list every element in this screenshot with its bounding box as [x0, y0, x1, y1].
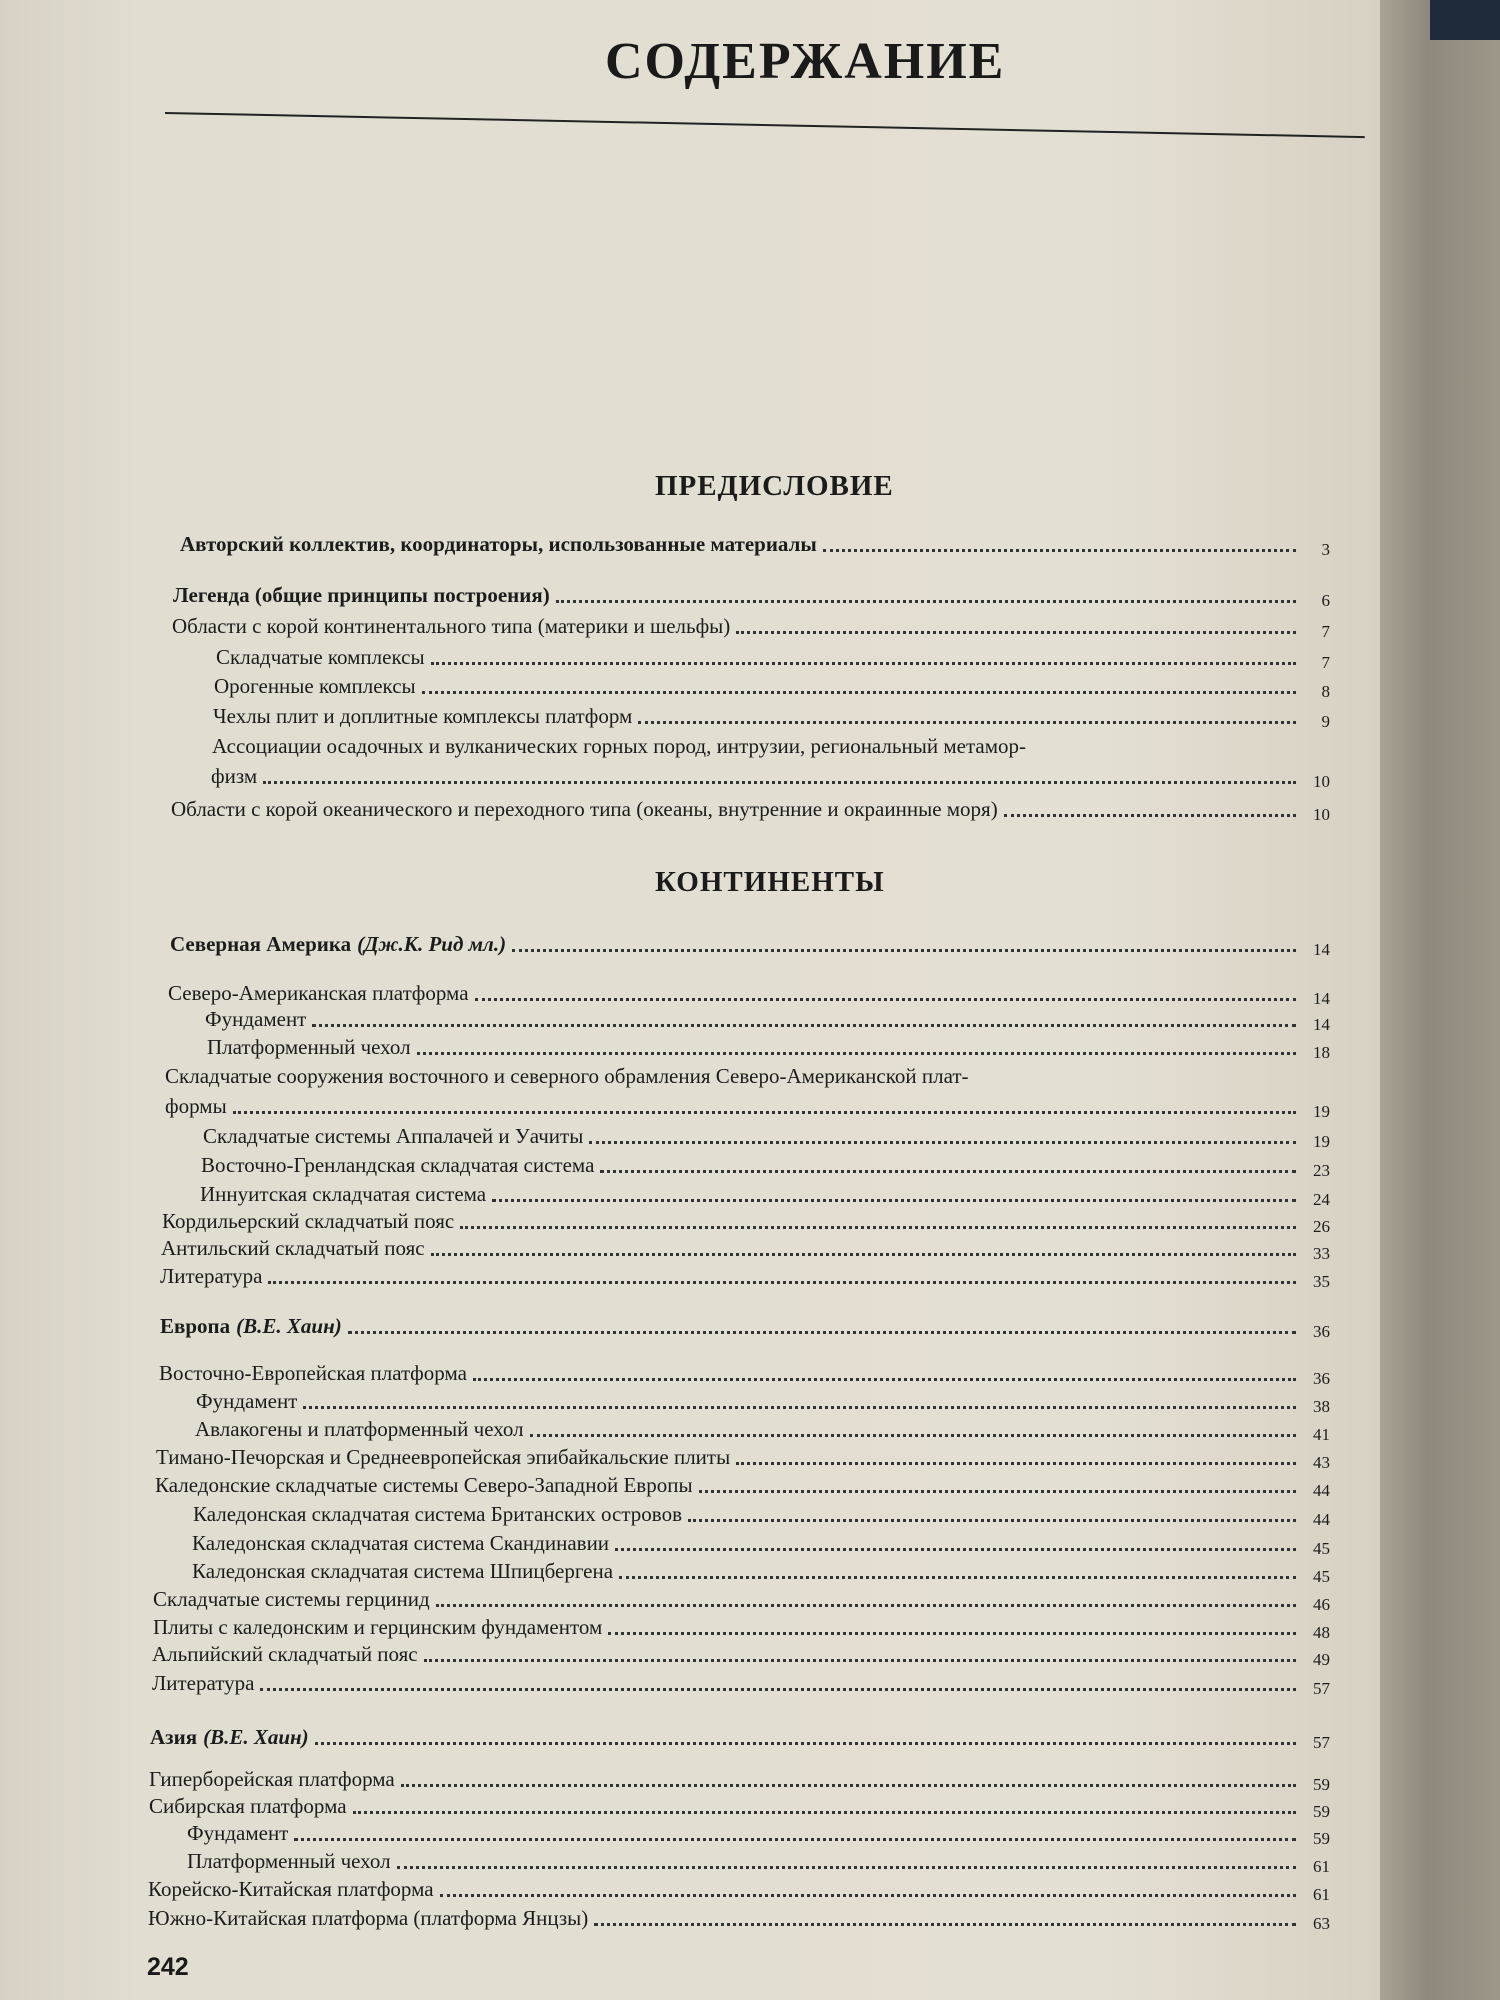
toc-entry-title: Восточно-Гренландская складчатая система: [201, 1153, 595, 1177]
toc-entry: [195, 1416, 1330, 1442]
toc-entry: [211, 763, 1330, 789]
dot-leader: [475, 998, 1296, 1001]
dot-leader: [736, 631, 1296, 634]
toc-entry-title: Фундамент: [205, 1007, 307, 1031]
toc-entry-title: Гиперборейская платформа: [149, 1767, 395, 1791]
toc-entry-title: Ассоциации осадочных и вулканических горных пород, интрузии, региональный метамор-: [212, 734, 1026, 758]
toc-entry: [187, 1848, 1330, 1874]
toc-entry: [149, 1793, 1330, 1819]
dot-leader: [417, 1052, 1296, 1055]
dot-leader: [556, 600, 1296, 603]
toc-entry-page: 43: [1313, 1453, 1330, 1472]
toc-entry: [193, 1501, 1330, 1527]
dot-leader: [424, 1659, 1296, 1662]
toc-entry-page: 19: [1313, 1132, 1330, 1151]
toc-entry-page: 61: [1313, 1885, 1330, 1904]
toc-entry: [173, 582, 1330, 608]
toc-entry: [172, 613, 1330, 639]
dot-leader: [312, 1024, 1296, 1027]
toc-entry-title: Каледонская складчатая система Скандинавии: [192, 1531, 610, 1555]
toc-entry-page: 24: [1313, 1190, 1330, 1209]
toc-entry: [165, 1063, 1330, 1089]
toc-entry-page: 38: [1313, 1397, 1330, 1416]
dot-leader: [530, 1434, 1296, 1437]
dot-leader: [294, 1838, 1296, 1841]
toc-entry: [160, 1313, 1330, 1339]
dot-leader: [473, 1378, 1296, 1381]
section-heading-continents: КОНТИНЕНТЫ: [655, 866, 885, 898]
toc-entry: [148, 1905, 1330, 1931]
toc-entry-page: 14: [1313, 1015, 1330, 1034]
toc-entry-page: 48: [1313, 1623, 1330, 1642]
dot-leader: [315, 1742, 1296, 1745]
toc-entry-page: 9: [1321, 712, 1330, 731]
dot-leader: [268, 1281, 1296, 1284]
toc-entry: [170, 931, 1330, 957]
book-cover-corner: [1430, 0, 1500, 40]
toc-entry: [153, 1586, 1330, 1612]
toc-entry-author: (В.Е. Хаин): [236, 1314, 342, 1338]
page-title: СОДЕРЖАНИЕ: [605, 33, 1006, 90]
toc-entry-title: Складчатые системы герцинид: [153, 1587, 430, 1611]
toc-entry-page: 45: [1313, 1539, 1330, 1558]
toc-entry-title: Области с корой океанического и переходного типа (океаны, внутренние и окраинные моря): [171, 797, 998, 821]
toc-entry-title: Кордильерский складчатый пояс: [162, 1209, 455, 1233]
toc-entry: [152, 1641, 1330, 1667]
toc-entry-page: 26: [1313, 1217, 1330, 1236]
toc-entry-title: Северная Америка: [170, 932, 352, 956]
dot-leader: [436, 1604, 1296, 1607]
dot-leader: [353, 1811, 1296, 1814]
toc-entry-page: 7: [1321, 653, 1330, 672]
toc-entry: [192, 1530, 1330, 1556]
toc-entry-title: Литература: [152, 1671, 255, 1695]
toc-entry-title: Легенда (общие принципы построения): [173, 583, 550, 607]
toc-entry-page: 7: [1321, 622, 1330, 641]
toc-entry-author: (Дж.К. Рид мл.): [357, 932, 507, 956]
toc-entry-title: Восточно-Европейская платформа: [159, 1361, 467, 1385]
dot-leader: [348, 1331, 1296, 1334]
toc-entry: [159, 1360, 1330, 1386]
toc-entry: [156, 1444, 1330, 1470]
facing-page-edge: [1380, 0, 1500, 2000]
toc-entry-title: Каледонская складчатая система Британских островов: [193, 1502, 682, 1526]
toc-entry: [150, 1724, 1330, 1750]
toc-entry-title: Азия: [150, 1725, 198, 1749]
toc-entry: [153, 1614, 1330, 1640]
toc-entry-title: Платформенный чехол: [207, 1035, 411, 1059]
toc-entry: [180, 531, 1330, 557]
toc-entry-author: (В.Е. Хаин): [203, 1725, 309, 1749]
toc-entry-page: 36: [1313, 1322, 1330, 1341]
toc-entry-title: физм: [211, 764, 258, 788]
toc-entry-title: Европа: [160, 1314, 231, 1338]
toc-entry-page: 46: [1313, 1595, 1330, 1614]
toc-entry-page: 59: [1313, 1775, 1330, 1794]
toc-entry-page: 6: [1321, 591, 1330, 610]
toc-entry-page: 10: [1313, 772, 1330, 791]
toc-entry-title: Области с корой континентального типа (материки и шельфы): [172, 614, 731, 638]
toc-entry: [168, 980, 1330, 1006]
toc-entry: [165, 1093, 1330, 1119]
toc-entry: [196, 1388, 1330, 1414]
toc-entry: [207, 1034, 1330, 1060]
toc-entry-page: 36: [1313, 1369, 1330, 1388]
toc-entry-page: 61: [1313, 1857, 1330, 1876]
toc-entry-page: 35: [1313, 1272, 1330, 1291]
dot-leader: [260, 1688, 1296, 1691]
dot-leader: [431, 662, 1296, 665]
toc-entry: [201, 1152, 1330, 1178]
toc-entry-title: Плиты с каледонским и герцинским фундаментом: [153, 1615, 603, 1639]
dot-leader: [431, 1253, 1296, 1256]
toc-entry-title: Авлакогены и платформенный чехол: [195, 1417, 524, 1441]
dot-leader: [736, 1462, 1296, 1465]
dot-leader: [608, 1632, 1296, 1635]
dot-leader: [401, 1784, 1296, 1787]
toc-entry: [160, 1263, 1330, 1289]
dot-leader: [688, 1519, 1296, 1522]
toc-entry: [216, 644, 1330, 670]
toc-entry: [205, 1006, 1330, 1032]
toc-entry-page: 18: [1313, 1043, 1330, 1062]
dot-leader: [512, 949, 1296, 952]
toc-entry-page: 44: [1313, 1481, 1330, 1500]
dot-leader: [615, 1548, 1296, 1551]
dot-leader: [638, 721, 1296, 724]
toc-entry-title: Сибирская платформа: [149, 1794, 347, 1818]
dot-leader: [594, 1923, 1296, 1926]
toc-entry: [200, 1181, 1330, 1207]
toc-entry: [171, 796, 1330, 822]
toc-entry-page: 19: [1313, 1102, 1330, 1121]
toc-entry: [192, 1558, 1330, 1584]
toc-entry-title: Корейско-Китайская платформа: [148, 1877, 434, 1901]
toc-entry-page: 63: [1313, 1914, 1330, 1933]
toc-entry-title: Платформенный чехол: [187, 1849, 391, 1873]
toc-entry-title: Иннуитская складчатая система: [200, 1182, 487, 1206]
toc-entry: [155, 1472, 1330, 1498]
toc-entry-page: 3: [1321, 540, 1330, 559]
toc-entry-page: 59: [1313, 1802, 1330, 1821]
toc-entry: [161, 1235, 1330, 1261]
toc-entry: [187, 1820, 1330, 1846]
toc-entry-title: Северо-Американская платформа: [168, 981, 469, 1005]
toc-entry: [148, 1876, 1330, 1902]
toc-entry-title: Каледонская складчатая система Шпицбергена: [192, 1559, 614, 1583]
toc-entry-title: Тимано-Печорская и Среднеевропейская эпибайкальские плиты: [156, 1445, 731, 1469]
toc-entry: [212, 733, 1330, 759]
toc-entry-page: 57: [1313, 1733, 1330, 1752]
toc-entry-page: 45: [1313, 1567, 1330, 1586]
dot-leader: [589, 1141, 1296, 1144]
toc-entry-page: 41: [1313, 1425, 1330, 1444]
toc-entry-title: Чехлы плит и доплитные комплексы платформ: [213, 704, 633, 728]
toc-entry-page: 10: [1313, 805, 1330, 824]
toc-entry-title: Альпийский складчатый пояс: [152, 1642, 418, 1666]
toc-entry-page: 33: [1313, 1244, 1330, 1263]
toc-entry-title: Фундамент: [196, 1389, 298, 1413]
toc-entry-page: 44: [1313, 1510, 1330, 1529]
toc-entry-title: Южно-Китайская платформа (платформа Янцзы): [148, 1906, 589, 1930]
toc-entry: [152, 1670, 1330, 1696]
toc-entry-title: Складчатые сооружения восточного и северного обрамления Северо-Американской плат-: [165, 1064, 969, 1088]
toc-entry: [214, 673, 1330, 699]
toc-entry-page: 14: [1313, 989, 1330, 1008]
dot-leader: [619, 1576, 1296, 1579]
dot-leader: [492, 1199, 1296, 1202]
toc-entry: [213, 703, 1330, 729]
toc-entry-page: 59: [1313, 1829, 1330, 1848]
toc-entry-title: Антильский складчатый пояс: [161, 1236, 425, 1260]
toc-entry-title: Литература: [160, 1264, 263, 1288]
dot-leader: [422, 691, 1296, 694]
toc-entry: [162, 1208, 1330, 1234]
dot-leader: [600, 1170, 1296, 1173]
toc-entry-title: Складчатые системы Аппалачей и Уачиты: [203, 1124, 584, 1148]
toc-entry-page: 57: [1313, 1679, 1330, 1698]
toc-entry-title: формы: [165, 1094, 227, 1118]
dot-leader: [699, 1490, 1296, 1493]
section-heading-preface: ПРЕДИСЛОВИЕ: [655, 470, 894, 502]
toc-entry-title: Авторский коллектив, координаторы, использованные материалы: [180, 532, 817, 556]
dot-leader: [1004, 814, 1296, 817]
dot-leader: [397, 1866, 1296, 1869]
toc-entry: [203, 1123, 1330, 1149]
toc-entry: [149, 1766, 1330, 1792]
page-number: 242: [147, 1953, 189, 1981]
toc-entry-page: 8: [1321, 682, 1330, 701]
toc-entry-title: Каледонские складчатые системы Северо-Западной Европы: [155, 1473, 693, 1497]
dot-leader: [440, 1894, 1296, 1897]
dot-leader: [303, 1406, 1296, 1409]
toc-entry-title: Орогенные комплексы: [214, 674, 416, 698]
toc-entry-page: 14: [1313, 940, 1330, 959]
dot-leader: [233, 1111, 1296, 1114]
dot-leader: [823, 549, 1296, 552]
toc-entry-title: Складчатые комплексы: [216, 645, 425, 669]
toc-entry-page: 23: [1313, 1161, 1330, 1180]
toc-entry-title: Фундамент: [187, 1821, 289, 1845]
dot-leader: [460, 1226, 1296, 1229]
dot-leader: [263, 781, 1296, 784]
toc-entry-page: 49: [1313, 1650, 1330, 1669]
